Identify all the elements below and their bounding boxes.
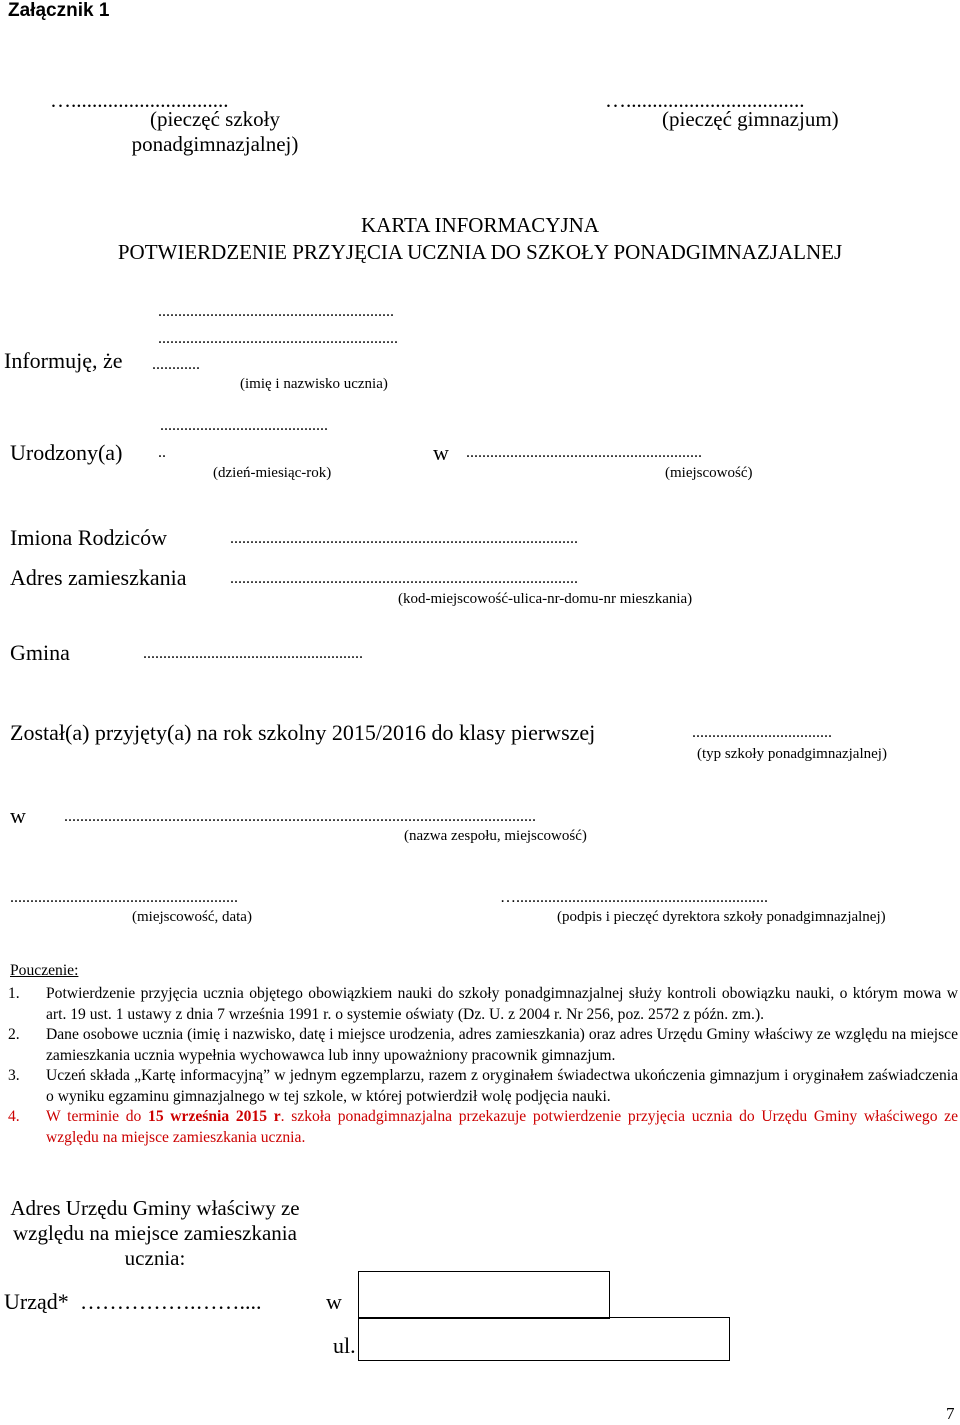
office-address-line1: Adres Urzędu Gminy właściwy ze [10,1196,300,1220]
office-address-line2: względu na miejsce zamieszkania [13,1221,297,1245]
note-deadline-date: 15 września 2015 r [148,1108,281,1125]
note-item [8,984,958,1025]
school-type-caption: (typ szkoły ponadgimnazjalnej) [697,746,887,762]
school-stamp-label-line2: ponadgimnazjalnej) [131,132,299,156]
office-address-label [0,1196,310,1271]
birth-place-w: w [433,440,449,465]
school-stamp-label-line1: (pieczęć szkoły [149,107,280,131]
birth-place-field[interactable]: ........................................................... [466,444,702,461]
note-text-part2: . szkoła ponadgimnazjalna przekazuje potwierdzenie przyjęcia ucznia do Urzędu Gminy właściwego ze względu na miejsce zamieszkania ucznia. [46,1108,959,1146]
student-name-caption: (imię i nazwisko ucznia) [240,376,388,392]
note-item [8,1066,958,1107]
school-stamp-dots: ….............................. [50,88,229,112]
notes-heading: Pouczenie: [10,962,79,979]
name-dots-line1: ........................................................... [158,303,394,320]
signature-caption: (podpis i pieczęć dyrektora szkoły ponadgimnazjalnej) [557,909,886,925]
gymnasium-stamp-dots: ….................................. [605,88,805,112]
note-text: Uczeń składa „Kartę informacyjną” w jednym egzemplarzu, razem z oryginałem świadectwa ukończenia gimnazjum i oryginałem zaświadczenia o wyniku egzaminu gimnazjalnego w tej szkole, w której potwierdził wolę podjęcia nauki. [46,1067,958,1105]
birth-label: Urodzony(a) [10,440,123,465]
document-title: KARTA INFORMACYJNA [360,213,599,237]
birth-dots-top: .......................................... [160,417,328,434]
gmina-label: Gmina [10,640,70,665]
note-number: 3. [8,1067,20,1084]
parents-field[interactable]: ....................................................................................... [230,530,578,547]
address-field[interactable]: ....................................................................................... [230,570,578,587]
office-name-field[interactable]: …………….…….... [80,1289,262,1314]
place-date-field[interactable]: ......................................................... [10,889,238,906]
address-caption: (kod-miejscowość-ulica-nr-domu-nr mieszkania) [398,591,693,607]
school-type-field[interactable]: ................................... [692,724,832,741]
student-name-field[interactable]: ............ [152,356,200,373]
note-text-part1: W terminie do [46,1108,149,1125]
note-number: 1. [8,985,20,1002]
birth-place-caption: (miejscowość) [665,465,753,481]
place-date-caption: (miejscowość, data) [132,909,252,925]
document-subtitle: POTWIERDZENIE PRZYJĘCIA UCZNIA DO SZKOŁY PONADGIMNAZJALNEJ [117,240,843,264]
office-label: Urząd* [4,1289,69,1314]
admitted-text: Został(a) przyjęty(a) na rok szkolny 2015/2016 do klasy pierwszej [10,720,596,745]
office-street-box[interactable] [358,1317,730,1361]
address-label: Adres zamieszkania [10,565,187,590]
birth-date-caption: (dzień-miesiąc-rok) [213,465,332,481]
office-address-line3: ucznia: [124,1246,186,1270]
birth-date-field[interactable]: .. [158,444,166,461]
office-w: w [326,1289,342,1314]
office-town-box[interactable] [358,1271,610,1319]
school-name-field[interactable]: ...................................................................................................................... [64,808,536,825]
attachment-label: Załącznik 1 [8,0,110,21]
notes-list [8,984,958,1148]
note-number: 2. [8,1026,20,1043]
inform-label: Informuję, że [4,348,123,373]
name-dots-line2: ............................................................ [158,330,398,347]
page-number: 7 [946,1404,955,1423]
note-item-deadline [8,1107,958,1148]
gmina-field[interactable]: ....................................................... [143,645,363,662]
signature-field[interactable]: …............................................................... [500,889,768,906]
parents-label: Imiona Rodziców [10,525,168,550]
street-label: ul. [333,1333,356,1358]
note-item [8,1025,958,1066]
note-number: 4. [8,1108,20,1125]
gymnasium-stamp-label: (pieczęć gimnazjum) [662,107,839,131]
school-name-w: w [10,803,26,828]
school-name-caption: (nazwa zespołu, miejscowość) [404,828,587,844]
note-text: Dane osobowe ucznia (imię i nazwisko, datę i miejsce urodzenia, adres zamieszkania) oraz adres Urzędu Gminy właściwy ze względu na miejsce zamieszkania ucznia wypełnia wychowawca lub inny upoważniony pracownik gimnazjum. [46,1026,958,1064]
school-stamp-label [90,107,340,157]
note-text: Potwierdzenie przyjęcia ucznia objętego obowiązkiem nauki do szkoły ponadgimnazjalnej służy kontroli obowiązku nauki, o którym mowa w art. 19 ust. 1 ustawy z dnia 7 września 1991 r. o systemie oświaty (Dz. U. z 2004 r. Nr 256, poz. 2572 z późn. zm.). [46,985,958,1023]
